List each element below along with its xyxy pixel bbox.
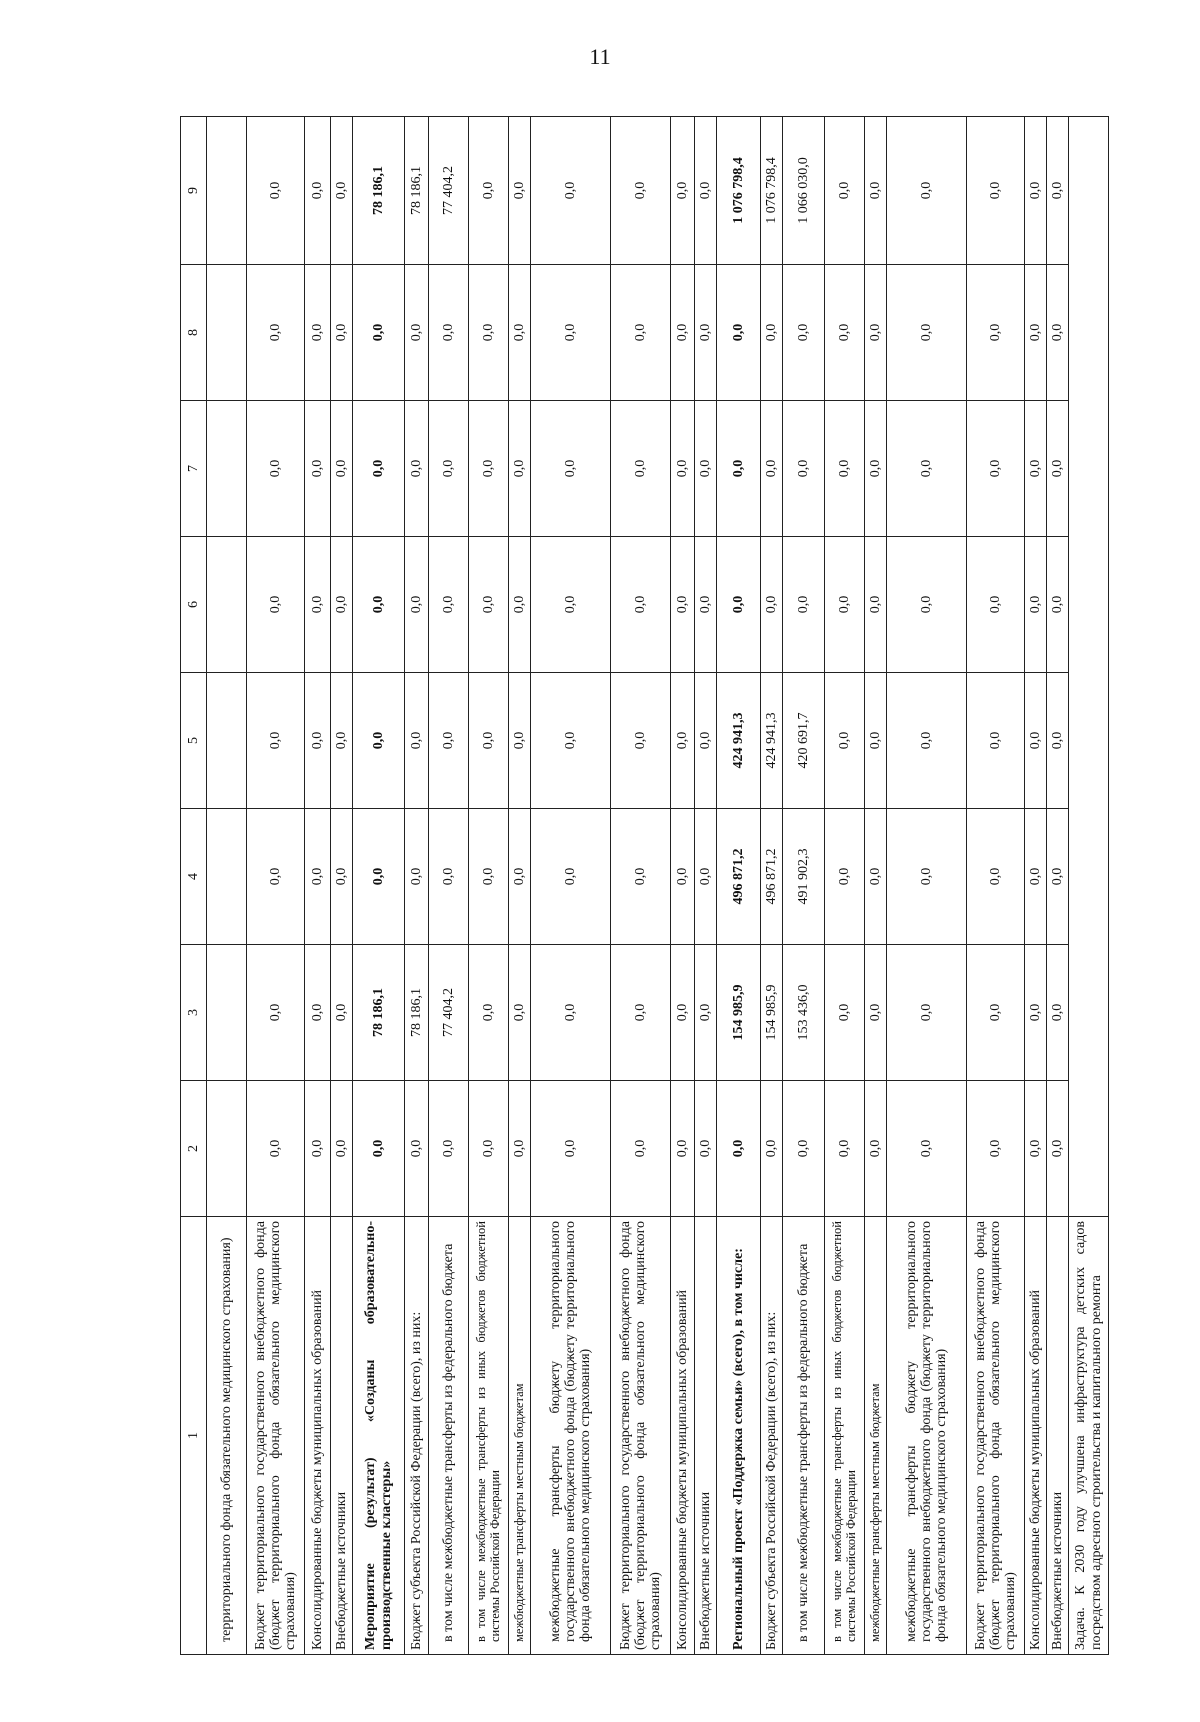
value-cell-col-7: 0,0: [353, 401, 405, 537]
value-cell-col-4: 0,0: [1025, 809, 1047, 945]
value-cell-col-7: 0,0: [761, 401, 783, 537]
column-header-2: 2: [181, 1081, 207, 1217]
table-row: [331, 117, 353, 1655]
value-cell-col-2: 0,0: [1047, 1081, 1069, 1217]
value-cell-col-5: 0,0: [887, 673, 967, 809]
value-cell-col-7: 0,0: [531, 401, 611, 537]
value-cell-col-6: 0,0: [1025, 537, 1047, 673]
value-cell-col-5: 0,0: [671, 673, 695, 809]
value-cell-col-4: 496 871,2: [717, 809, 761, 945]
task-row-empty-cells: [1069, 117, 1109, 1217]
value-cell-col-5: 0,0: [247, 673, 305, 809]
row-label: Консолидированные бюджеты муниципальных образований: [305, 1217, 331, 1655]
row-label: Мероприятие (результат) «Созданы образовательно-производственные кластеры»: [353, 1217, 405, 1655]
value-cell-col-9: 0,0: [695, 117, 717, 265]
row-label: межбюджетные трансферты бюджету территориального государственного внебюджетного фонда (бюджету территориального фонда обязательного медицинского страхования): [531, 1217, 611, 1655]
value-cell-col-3: 0,0: [865, 945, 887, 1081]
value-cell-col-5: 0,0: [469, 673, 509, 809]
value-cell-col-7: 0,0: [717, 401, 761, 537]
value-cell-col-7: 0,0: [887, 401, 967, 537]
value-cell-col-8: 0,0: [429, 265, 469, 401]
value-cell-col-6: 0,0: [405, 537, 429, 673]
value-cell-col-4: 496 871,2: [761, 809, 783, 945]
value-cell-col-3: 0,0: [611, 945, 671, 1081]
row-label: в том числе межбюджетные трансферты из федерального бюджета: [783, 1217, 825, 1655]
column-header-5: 5: [181, 673, 207, 809]
column-header-8: 8: [181, 265, 207, 401]
value-cell-col-8: 0,0: [717, 265, 761, 401]
row-label: Бюджет территориального государственного внебюджетного фонда (бюджет территориального фонда обязательного медицинского страхования): [967, 1217, 1025, 1655]
value-cell-col-3: 0,0: [509, 945, 531, 1081]
value-cell-col-7: 0,0: [671, 401, 695, 537]
page-number: 11: [589, 44, 611, 69]
value-cell-col-3: 0,0: [671, 945, 695, 1081]
value-cell-col-4: 0,0: [967, 809, 1025, 945]
value-cell-col-5: 0,0: [305, 673, 331, 809]
table-row: [783, 117, 825, 1655]
row-label: Бюджет территориального государственного внебюджетного фонда (бюджет территориального фонда обязательного медицинского страхования): [247, 1217, 305, 1655]
value-cell-col-6: 0,0: [967, 537, 1025, 673]
table-row: [1047, 117, 1069, 1655]
value-cell-col-4: 0,0: [509, 809, 531, 945]
value-cell-col-5: 0,0: [865, 673, 887, 809]
value-cell-col-6: 0,0: [825, 537, 865, 673]
value-cell-col-3: 0,0: [305, 945, 331, 1081]
value-cell-col-6: 0,0: [761, 537, 783, 673]
table-row: [671, 117, 695, 1655]
value-cell-col-7: 0,0: [1025, 401, 1047, 537]
value-cell-col-9: 78 186,1: [405, 117, 429, 265]
value-cell-col-8: 0,0: [967, 265, 1025, 401]
value-cell-col-4: 0,0: [695, 809, 717, 945]
value-cell-col-4: 0,0: [429, 809, 469, 945]
table-row: [207, 117, 247, 1655]
value-cell-col-4: 0,0: [531, 809, 611, 945]
table-row: [531, 117, 611, 1655]
value-cell-col-5: 424 941,3: [717, 673, 761, 809]
value-cell-col-8: 0,0: [825, 265, 865, 401]
value-cell-col-6: 0,0: [717, 537, 761, 673]
value-cell-col-2: 0,0: [887, 1081, 967, 1217]
table-row: [1069, 117, 1109, 1655]
row-label: Внебюджетные источники: [1047, 1217, 1069, 1655]
value-cell-col-9: 0,0: [509, 117, 531, 265]
value-cell-col-2: 0,0: [717, 1081, 761, 1217]
table-row: [967, 117, 1025, 1655]
value-cell-col-6: 0,0: [353, 537, 405, 673]
rotated-page-content: [180, 117, 1104, 1655]
value-cell-col-4: [207, 809, 247, 945]
value-cell-col-7: 0,0: [967, 401, 1025, 537]
value-cell-col-7: 0,0: [695, 401, 717, 537]
value-cell-col-7: 0,0: [331, 401, 353, 537]
value-cell-col-8: 0,0: [305, 265, 331, 401]
value-cell-col-6: 0,0: [887, 537, 967, 673]
value-cell-col-2: [207, 1081, 247, 1217]
value-cell-col-7: 0,0: [1047, 401, 1069, 537]
value-cell-col-6: 0,0: [429, 537, 469, 673]
value-cell-col-3: 0,0: [1025, 945, 1047, 1081]
value-cell-col-4: 0,0: [887, 809, 967, 945]
value-cell-col-9: 0,0: [611, 117, 671, 265]
value-cell-col-8: [207, 265, 247, 401]
value-cell-col-4: 0,0: [865, 809, 887, 945]
value-cell-col-6: 0,0: [695, 537, 717, 673]
row-label: межбюджетные трансферты бюджету территориального государственного внебюджетного фонда (бюджету территориального фонда обязательного медицинского страхования): [887, 1217, 967, 1655]
value-cell-col-8: 0,0: [469, 265, 509, 401]
table-row: [695, 117, 717, 1655]
value-cell-col-8: 0,0: [611, 265, 671, 401]
value-cell-col-4: 0,0: [671, 809, 695, 945]
value-cell-col-9: 1 066 030,0: [783, 117, 825, 265]
table-container: [180, 117, 1104, 1655]
row-label: в том числе межбюджетные трансферты из иных бюджетов бюджетной системы Российской Федерации: [825, 1217, 865, 1655]
budget-table: [180, 116, 1109, 1655]
value-cell-col-3: 0,0: [1047, 945, 1069, 1081]
value-cell-col-9: 0,0: [247, 117, 305, 265]
value-cell-col-2: 0,0: [865, 1081, 887, 1217]
row-label: Бюджет территориального государственного внебюджетного фонда (бюджет территориального фонда обязательного медицинского страхования): [611, 1217, 671, 1655]
table-row: [429, 117, 469, 1655]
table-row: [761, 117, 783, 1655]
value-cell-col-6: 0,0: [305, 537, 331, 673]
value-cell-col-5: 0,0: [331, 673, 353, 809]
value-cell-col-2: 0,0: [305, 1081, 331, 1217]
table-row: [825, 117, 865, 1655]
value-cell-col-2: 0,0: [825, 1081, 865, 1217]
value-cell-col-2: 0,0: [509, 1081, 531, 1217]
column-header-3: 3: [181, 945, 207, 1081]
value-cell-col-8: 0,0: [887, 265, 967, 401]
value-cell-col-6: [207, 537, 247, 673]
value-cell-col-7: 0,0: [783, 401, 825, 537]
value-cell-col-6: 0,0: [611, 537, 671, 673]
row-label: Бюджет субъекта Российской Федерации (всего), из них:: [405, 1217, 429, 1655]
row-label: Консолидированные бюджеты муниципальных образований: [671, 1217, 695, 1655]
value-cell-col-5: 0,0: [967, 673, 1025, 809]
value-cell-col-7: 0,0: [825, 401, 865, 537]
value-cell-col-3: 0,0: [469, 945, 509, 1081]
value-cell-col-9: 0,0: [967, 117, 1025, 265]
value-cell-col-5: 0,0: [1047, 673, 1069, 809]
table-row: [611, 117, 671, 1655]
value-cell-col-2: 0,0: [783, 1081, 825, 1217]
table-row: [353, 117, 405, 1655]
value-cell-col-3: 0,0: [531, 945, 611, 1081]
table-row: [305, 117, 331, 1655]
row-label: в том числе межбюджетные трансферты из федерального бюджета: [429, 1217, 469, 1655]
value-cell-col-4: 0,0: [1047, 809, 1069, 945]
value-cell-col-7: 0,0: [247, 401, 305, 537]
value-cell-col-5: 0,0: [405, 673, 429, 809]
value-cell-col-3: 78 186,1: [405, 945, 429, 1081]
value-cell-col-7: 0,0: [611, 401, 671, 537]
row-label: межбюджетные трансферты местным бюджетам: [865, 1217, 887, 1655]
table-row: [247, 117, 305, 1655]
value-cell-col-3: 154 985,9: [761, 945, 783, 1081]
value-cell-col-6: 0,0: [783, 537, 825, 673]
value-cell-col-8: 0,0: [531, 265, 611, 401]
value-cell-col-8: 0,0: [331, 265, 353, 401]
value-cell-col-5: 0,0: [695, 673, 717, 809]
value-cell-col-5: 0,0: [509, 673, 531, 809]
value-cell-col-3: 0,0: [967, 945, 1025, 1081]
value-cell-col-9: 0,0: [305, 117, 331, 265]
value-cell-col-2: 0,0: [695, 1081, 717, 1217]
value-cell-col-9: 0,0: [1025, 117, 1047, 265]
row-label: в том числе межбюджетные трансферты из иных бюджетов бюджетной системы Российской Федерации: [469, 1217, 509, 1655]
value-cell-col-9: 0,0: [531, 117, 611, 265]
value-cell-col-9: [207, 117, 247, 265]
value-cell-col-7: 0,0: [509, 401, 531, 537]
value-cell-col-3: 0,0: [247, 945, 305, 1081]
value-cell-col-2: 0,0: [531, 1081, 611, 1217]
value-cell-col-9: 0,0: [825, 117, 865, 265]
value-cell-col-5: 0,0: [611, 673, 671, 809]
value-cell-col-8: 0,0: [1025, 265, 1047, 401]
value-cell-col-4: 0,0: [247, 809, 305, 945]
value-cell-col-3: 77 404,2: [429, 945, 469, 1081]
value-cell-col-2: 0,0: [405, 1081, 429, 1217]
value-cell-col-6: 0,0: [1047, 537, 1069, 673]
value-cell-col-4: 0,0: [353, 809, 405, 945]
value-cell-col-9: 77 404,2: [429, 117, 469, 265]
value-cell-col-9: 0,0: [865, 117, 887, 265]
value-cell-col-5: 0,0: [1025, 673, 1047, 809]
table-row: [887, 117, 967, 1655]
value-cell-col-9: 0,0: [1047, 117, 1069, 265]
row-label: межбюджетные трансферты местным бюджетам: [509, 1217, 531, 1655]
value-cell-col-2: 0,0: [353, 1081, 405, 1217]
value-cell-col-8: 0,0: [761, 265, 783, 401]
value-cell-col-6: 0,0: [671, 537, 695, 673]
value-cell-col-9: 1 076 798,4: [761, 117, 783, 265]
table-row: [469, 117, 509, 1655]
value-cell-col-5: 420 691,7: [783, 673, 825, 809]
table-body: [207, 117, 1109, 1655]
value-cell-col-9: 0,0: [887, 117, 967, 265]
row-label: Консолидированные бюджеты муниципальных образований: [1025, 1217, 1047, 1655]
value-cell-col-6: 0,0: [865, 537, 887, 673]
row-label: Бюджет субъекта Российской Федерации (всего), из них:: [761, 1217, 783, 1655]
value-cell-col-5: 424 941,3: [761, 673, 783, 809]
table-header-row: [181, 117, 207, 1655]
value-cell-col-3: [207, 945, 247, 1081]
value-cell-col-5: 0,0: [531, 673, 611, 809]
value-cell-col-8: 0,0: [353, 265, 405, 401]
value-cell-col-9: 1 076 798,4: [717, 117, 761, 265]
value-cell-col-8: 0,0: [671, 265, 695, 401]
value-cell-col-8: 0,0: [247, 265, 305, 401]
row-label: территориального фонда обязательного медицинского страхования): [207, 1217, 247, 1655]
value-cell-col-9: 0,0: [331, 117, 353, 265]
table-row: [1025, 117, 1047, 1655]
value-cell-col-2: 0,0: [429, 1081, 469, 1217]
value-cell-col-8: 0,0: [695, 265, 717, 401]
value-cell-col-2: 0,0: [671, 1081, 695, 1217]
table-row: [405, 117, 429, 1655]
column-header-9: 9: [181, 117, 207, 265]
column-header-7: 7: [181, 401, 207, 537]
value-cell-col-5: 0,0: [353, 673, 405, 809]
value-cell-col-2: 0,0: [611, 1081, 671, 1217]
table-row: [509, 117, 531, 1655]
value-cell-col-3: 0,0: [887, 945, 967, 1081]
row-label: Региональный проект «Поддержка семьи» (всего), в том числе:: [717, 1217, 761, 1655]
value-cell-col-2: 0,0: [761, 1081, 783, 1217]
row-label: Внебюджетные источники: [695, 1217, 717, 1655]
value-cell-col-4: 0,0: [611, 809, 671, 945]
value-cell-col-3: 154 985,9: [717, 945, 761, 1081]
value-cell-col-8: 0,0: [1047, 265, 1069, 401]
value-cell-col-4: 491 902,3: [783, 809, 825, 945]
table-row: [865, 117, 887, 1655]
value-cell-col-2: 0,0: [967, 1081, 1025, 1217]
value-cell-col-3: 78 186,1: [353, 945, 405, 1081]
value-cell-col-6: 0,0: [469, 537, 509, 673]
value-cell-col-4: 0,0: [331, 809, 353, 945]
value-cell-col-4: 0,0: [469, 809, 509, 945]
value-cell-col-9: 0,0: [469, 117, 509, 265]
column-header-1: 1: [181, 1217, 207, 1655]
value-cell-col-7: [207, 401, 247, 537]
value-cell-col-7: 0,0: [429, 401, 469, 537]
value-cell-col-2: 0,0: [331, 1081, 353, 1217]
value-cell-col-3: 0,0: [331, 945, 353, 1081]
value-cell-col-4: 0,0: [825, 809, 865, 945]
value-cell-col-2: 0,0: [469, 1081, 509, 1217]
value-cell-col-4: 0,0: [405, 809, 429, 945]
row-label: Задача. К 2030 году улучшена инфраструктура детских садов посредством адресного строительства и капитального ремонта: [1069, 1217, 1109, 1655]
value-cell-col-3: 0,0: [695, 945, 717, 1081]
value-cell-col-6: 0,0: [531, 537, 611, 673]
value-cell-col-8: 0,0: [783, 265, 825, 401]
value-cell-col-8: 0,0: [865, 265, 887, 401]
value-cell-col-5: [207, 673, 247, 809]
column-header-4: 4: [181, 809, 207, 945]
column-header-6: 6: [181, 537, 207, 673]
value-cell-col-2: 0,0: [1025, 1081, 1047, 1217]
value-cell-col-8: 0,0: [405, 265, 429, 401]
value-cell-col-7: 0,0: [305, 401, 331, 537]
value-cell-col-7: 0,0: [405, 401, 429, 537]
value-cell-col-3: 153 436,0: [783, 945, 825, 1081]
value-cell-col-6: 0,0: [509, 537, 531, 673]
value-cell-col-9: 0,0: [671, 117, 695, 265]
value-cell-col-4: 0,0: [305, 809, 331, 945]
value-cell-col-8: 0,0: [509, 265, 531, 401]
value-cell-col-5: 0,0: [825, 673, 865, 809]
value-cell-col-9: 78 186,1: [353, 117, 405, 265]
value-cell-col-5: 0,0: [429, 673, 469, 809]
value-cell-col-3: 0,0: [825, 945, 865, 1081]
value-cell-col-6: 0,0: [331, 537, 353, 673]
value-cell-col-6: 0,0: [247, 537, 305, 673]
value-cell-col-7: 0,0: [469, 401, 509, 537]
row-label: Внебюджетные источники: [331, 1217, 353, 1655]
value-cell-col-2: 0,0: [247, 1081, 305, 1217]
value-cell-col-7: 0,0: [865, 401, 887, 537]
table-row: [717, 117, 761, 1655]
